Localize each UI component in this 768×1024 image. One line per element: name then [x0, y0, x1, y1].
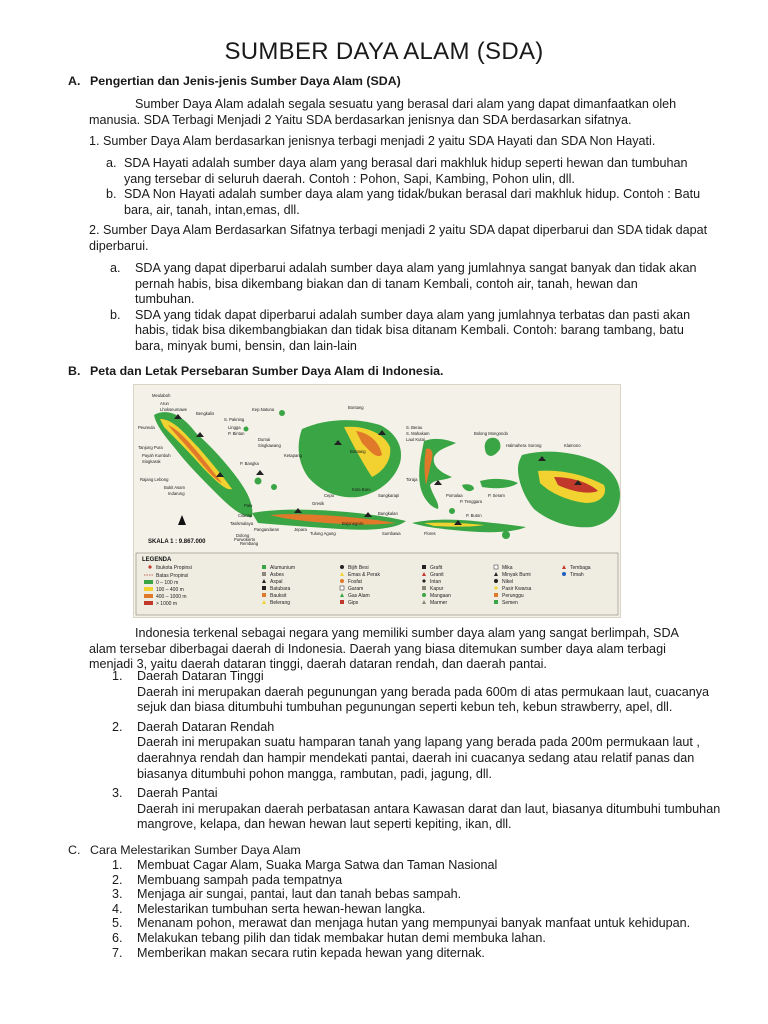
place-label: Pangandaran	[254, 527, 280, 532]
place-label: Rajang Lebong	[140, 477, 169, 482]
section-b-title: Peta dan Letak Persebaran Sumber Daya Alam di Indonesia.	[90, 364, 444, 378]
region-title: Daerah Pantai	[137, 786, 218, 801]
island-timor	[502, 531, 510, 539]
list-item	[112, 873, 722, 888]
list-item	[106, 156, 706, 187]
map-legend-box	[136, 553, 618, 615]
list-item	[112, 916, 722, 931]
list-item-text: Membuang sampah pada tempatnya	[137, 872, 343, 887]
list-marker: 7.	[112, 945, 123, 960]
legend-symbol-icon	[494, 579, 498, 583]
place-label: Bontang	[348, 405, 364, 410]
list-marker: 5.	[112, 916, 123, 931]
legend-symbol-icon	[262, 593, 266, 597]
place-label: Sangkarapi	[378, 493, 400, 498]
place-label: P. Bintan	[228, 431, 245, 436]
place-label: Arun	[160, 401, 169, 406]
compass-icon	[178, 515, 186, 525]
island-sulawesi	[419, 439, 456, 509]
legend-symbol-icon	[422, 565, 426, 569]
place-label: Singkawang	[258, 443, 281, 448]
place-label: Tanjung Pura	[138, 445, 163, 450]
place-label: Laut Kutai	[406, 437, 425, 442]
section-b-intro-text: Indonesia terkenal sebagai negara yang memiliki sumber daya alam yang sangat berlimpah, SDA alam tersebar diberbagai daerah di Indonesia. Daerah yang biasa ditemukan sumber daya alam terbagi menjadi 3, yaitu daerah dataran tinggi, daerah dataran rendah, dan daerah pantai.	[89, 626, 679, 672]
region-description: Daerah ini merupakan daerah pegunungan yang berada pada 600m di atas permukaan laut, cuacanya sejuk dan biasa ditumbuhi tumbuhan pegunungan seperti kebun teh, kebun strawberry, apel, dll.	[137, 684, 710, 715]
list-item-text: SDA Hayati adalah sumber daya alam yang berasal dari makhluk hidup seperti hewan dan tumbuhan yang tersebar di seluruh daerah. Contoh : Pohon, Sapi, Kambing, Pohon ulin, dll.	[124, 156, 688, 186]
list-marker: 4.	[112, 901, 123, 916]
legend-item: 100 – 400 m	[156, 587, 184, 593]
indonesia-resource-map	[133, 384, 621, 618]
section-a-intro-text: Sumber Daya Alam adalah segala sesuatu yang berasal dari alam yang dapat dimanfaatkan oleh manusia. SDA Terbagi Menjadi 2 Yaitu SDA berdasarkan jenisnya dan SDA berdasarkan sifatnya.	[89, 97, 677, 127]
legend-item: Gas Alam	[348, 593, 370, 599]
list-marker: 2.	[112, 872, 123, 887]
conservation-list	[112, 858, 722, 960]
legend-symbol-icon	[340, 586, 344, 590]
list-item	[112, 786, 722, 833]
section-b-letter: B.	[68, 364, 81, 378]
legend-item: Marmer	[430, 600, 448, 606]
list-item-text: Melakukan tebang pilih dan tidak membakar hutan demi membuka lahan.	[137, 930, 546, 945]
place-label: Tasikmalaya	[230, 521, 254, 526]
place-label: Kep.Natuna	[252, 407, 275, 412]
list-item-text: Membuat Cagar Alam, Suaka Marga Satwa dan Taman Nasional	[137, 858, 498, 872]
place-label: Meulaboh	[152, 393, 171, 398]
legend-item: Batas Propinsi	[156, 573, 189, 579]
place-label: Bangkalan	[378, 511, 398, 516]
legend-item: Belerang	[270, 600, 291, 606]
list-item	[112, 931, 722, 946]
list-item-text: Melestarikan tumbuhan serta hewan-hewan langka.	[137, 901, 426, 916]
region-title: Daerah Dataran Rendah	[137, 719, 275, 734]
place-label: Indarung	[168, 491, 185, 496]
legend-item: Ibukota Propinsi	[156, 565, 192, 571]
island-buru	[462, 484, 474, 491]
legend-item: Tembaga	[570, 565, 591, 571]
list-marker: 6.	[112, 930, 123, 945]
list-item-text: SDA yang tidak dapat diperbarui adalah sumber daya alam yang jumlahnya terbatas dan pasti akan habis, tidak bisa dikembangbiakan dan tidak bisa ditanam Kembali. Contoh: barang tambang, batu bara, minyak bumi, bensin, dan lain-lain	[135, 307, 691, 353]
place-label: Lhokseumawe	[160, 407, 188, 412]
elevation-swatch-hill	[144, 587, 153, 591]
legend-item: > 1000 m	[156, 601, 177, 607]
place-label: Kota Baru	[352, 487, 371, 492]
list-item-text: Memberikan makan secara rutin kepada hewan yang diternak.	[137, 945, 485, 960]
list-item	[112, 902, 722, 917]
section-c-letter: C.	[68, 843, 81, 857]
legend-symbol-icon	[494, 593, 498, 597]
island-seram	[480, 479, 518, 488]
legend-item: Timah	[570, 572, 584, 578]
section-a-intro	[89, 97, 709, 128]
map-scale: SKALA 1 : 9.867.000	[148, 539, 206, 545]
legend-item: Mangaan	[430, 593, 451, 599]
capital-icon	[148, 565, 151, 568]
list-marker: 1.	[112, 669, 123, 683]
legend-item: Garam	[348, 586, 364, 592]
list-marker: b.	[106, 187, 117, 202]
legend-item: Grafit	[430, 565, 443, 571]
island-belitung	[271, 484, 277, 490]
point2-list	[110, 261, 700, 355]
list-item-text: Menanam pohon, merawat dan menjaga hutan yang mempunyai banyak manfaat untuk kehidupan.	[137, 916, 691, 931]
section-a-point2: 2. Sumber Daya Alam Berdasarkan Sifatnya terbagi menjadi 2 yaitu SDA dapat diperbarui dan SDA tidak dapat diperbarui.	[89, 223, 708, 253]
place-label: Dolong	[236, 533, 250, 538]
legend-symbol-icon	[340, 565, 344, 569]
legend-item: Pasir Kwarsa	[502, 586, 532, 592]
legend-symbol-icon	[494, 600, 498, 604]
place-label: P. Bangka	[240, 461, 259, 466]
legend-symbol-icon	[262, 572, 266, 576]
section-c-title: Cara Melestarikan Sumber Daya Alam	[90, 843, 301, 857]
place-label: Bolong Mongondo	[474, 431, 508, 436]
list-marker: 3.	[112, 887, 123, 902]
place-label: P. Buton	[466, 513, 482, 518]
list-marker: 1.	[112, 858, 123, 872]
elevation-swatch-peak	[144, 601, 153, 605]
elevation-swatch-lowland	[144, 580, 153, 584]
island-buton	[449, 508, 455, 514]
legend-item: Nikel	[502, 579, 514, 585]
place-label: Cilacap	[238, 513, 252, 518]
legend-symbol-icon	[340, 600, 344, 604]
section-a-letter: A.	[68, 74, 81, 88]
legend-symbol-icon	[262, 565, 266, 569]
legend-symbol-icon	[422, 593, 426, 597]
legend-item: Mika	[502, 565, 513, 571]
place-label: P. Tenggara	[460, 499, 482, 504]
place-label: Sumbawa	[382, 531, 401, 536]
place-label: S. Berau	[406, 425, 423, 430]
legend-symbol-icon	[422, 586, 426, 590]
legend-item: Granit	[430, 572, 444, 578]
place-label: Singkarak	[142, 459, 161, 464]
legend-item: Perunggu	[502, 593, 524, 599]
legend-item: Batubara	[270, 586, 291, 592]
region-description: Daerah ini merupakan suatu hamparan tanah yang lapang yang berada pada 200m permukaan laut , daerahnya rendah dan hampir mendekati pantai, daerah ini cuacanya sedang atau relatif panas dan biasanya ditumbuhi pohon mangga, rambutan, padi, jagung, dll.	[137, 735, 700, 781]
list-item	[112, 887, 722, 902]
legend-item: Intan	[430, 579, 442, 585]
elevation-swatch-mountain	[144, 594, 153, 598]
legend-item: Fosfat	[348, 579, 362, 585]
section-c-heading	[68, 843, 301, 859]
legend-symbol-icon	[562, 572, 566, 576]
section-a-title: Pengertian dan Jenis-jenis Sumber Daya Alam (SDA)	[90, 74, 401, 88]
list-marker: a.	[110, 261, 121, 275]
list-item	[112, 946, 722, 961]
legend-symbol-icon	[340, 579, 344, 583]
legend-item: Gips	[348, 600, 359, 606]
point1-list	[106, 156, 706, 218]
legend-item: Aspal	[270, 579, 283, 585]
place-label: S. Pakning	[224, 417, 245, 422]
list-item-text: SDA yang dapat diperbarui adalah sumber daya alam yang jumlahnya sangat banyak dan tidak akan pernah habis, bisa dikembang biakan dan di tanam Kembali, contoh air, tanah, hewan dan tumbuhan.	[135, 261, 697, 307]
place-label: Halmahera	[506, 443, 527, 448]
legend-item: Bauksit	[270, 593, 287, 599]
tin-icon	[256, 470, 264, 475]
legend-item: 400 – 1000 m	[156, 594, 187, 600]
place-label: Purwokerto	[234, 537, 256, 542]
list-item	[112, 858, 722, 873]
place-label: Klamono	[564, 443, 581, 448]
place-label: Bengkalis	[196, 411, 215, 416]
place-label: Peureula	[138, 425, 155, 430]
island-bangka	[255, 478, 262, 485]
legend-item: Alumunium	[270, 565, 296, 571]
section-b-intro	[89, 626, 709, 673]
place-label: Sorong	[528, 443, 542, 448]
legend-item: Asbes	[270, 572, 284, 578]
legend-item: Minyak Bumi	[502, 572, 531, 578]
list-item	[110, 261, 700, 308]
map-legend-title: LEGENDA	[142, 557, 172, 563]
list-item	[110, 308, 700, 355]
legend-symbol-icon	[494, 565, 498, 569]
region-description: Daerah ini merupakan daerah perbatasan antara Kawasan darat dan laut, biasanya ditumbuhi tumbuhan mangrove, kelapa, dan hewan hewan laut seperti kepiting, ikan, dll.	[137, 801, 721, 832]
legend-item: Semen	[502, 600, 518, 606]
place-label: Bontang	[350, 449, 366, 454]
place-label: Payah Kumbuh	[142, 453, 171, 458]
place-label: Dumai	[258, 437, 271, 442]
list-marker: 2.	[112, 719, 123, 734]
list-item-text: SDA Non Hayati adalah sumber daya alam yang tidak/bukan berasal dari makhluk hidup. Contoh : Batu bara, air, tanah, intan,emas, dll.	[124, 187, 701, 217]
list-marker: 3.	[112, 786, 123, 801]
map-graphic	[134, 385, 620, 617]
list-marker: a.	[106, 156, 117, 170]
region-list	[112, 669, 722, 833]
legend-symbol-icon	[262, 586, 266, 590]
place-label: Ketapang	[284, 453, 302, 458]
island-halmahera	[485, 438, 501, 456]
place-label: Bukit Asam	[164, 485, 185, 490]
legend-item: Emas & Perak	[348, 572, 380, 578]
region-title: Daerah Dataran Tinggi	[137, 669, 264, 683]
list-item	[112, 669, 722, 716]
section-a-heading	[68, 74, 401, 90]
legend-item: 0 – 100 m	[156, 580, 179, 586]
place-label: Lingga	[228, 425, 241, 430]
place-label: Pomalaa	[446, 493, 463, 498]
list-item	[112, 720, 722, 782]
place-label: Jepara	[294, 527, 307, 532]
place-label: Palu	[244, 503, 253, 508]
list-item	[106, 187, 706, 218]
place-label: Flores	[424, 531, 436, 536]
list-item-text: Menjaga air sungai, pantai, laut dan tanah bebas sampah.	[137, 887, 462, 902]
place-label: S. Mahakam	[406, 431, 430, 436]
legend-item: Bijih Besi	[348, 565, 369, 571]
place-label: P. Seram	[488, 493, 505, 498]
page-title: SUMBER DAYA ALAM (SDA)	[224, 38, 544, 65]
place-label: Rembang	[240, 541, 259, 546]
section-b-heading	[68, 364, 444, 380]
island-natuna	[279, 410, 285, 416]
list-marker: b.	[110, 307, 121, 322]
place-label: Tulung Agung	[310, 531, 336, 536]
legend-item: Kapur	[430, 586, 444, 592]
place-label: Gresik	[312, 501, 325, 506]
place-label: Cepu	[324, 493, 335, 498]
section-a-point1: 1. Sumber Daya Alam berdasarkan jenisnya terbagi menjadi 2 yaitu SDA Hayati dan SDA Non Hayati.	[89, 134, 656, 148]
place-label: Bojonegoro	[342, 521, 364, 526]
place-label: Toraja	[406, 477, 418, 482]
